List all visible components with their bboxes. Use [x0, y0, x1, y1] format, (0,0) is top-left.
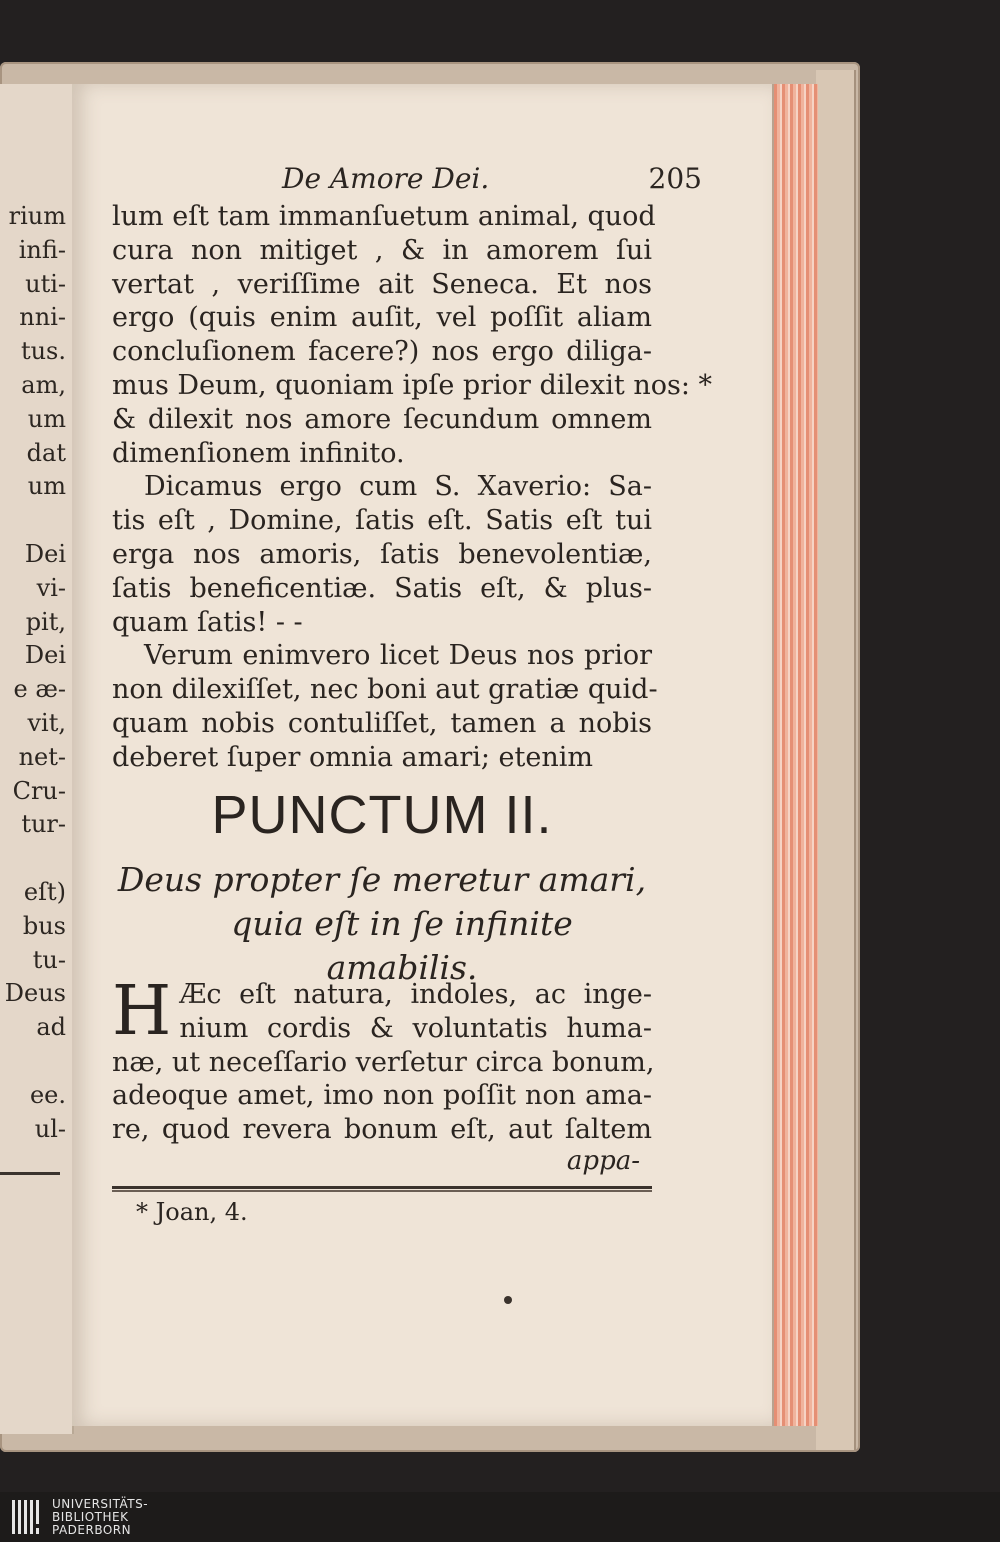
left-page-text: tur-: [21, 810, 66, 839]
body-line: & dilexit nos amore ſecundum omnem: [112, 403, 652, 435]
section-subheading: [112, 858, 652, 990]
book-page: [72, 84, 772, 1426]
left-page-text: um: [27, 472, 66, 501]
footnote-rule-thin: [112, 1190, 652, 1192]
para2-line: næ, ut neceſſario verſetur circa bonum,: [112, 1046, 655, 1078]
logo-line-1: UNIVERSITÄTS-: [52, 1497, 149, 1511]
left-page-text: bus: [22, 911, 66, 940]
body-line: non dilexiſſet, nec boni aut gratiæ quid-: [112, 674, 658, 706]
body-line: cura non mitiget , & in amorem ſui: [112, 234, 652, 266]
running-head: [282, 162, 702, 202]
footnote: * Joan, 4.: [136, 1198, 248, 1226]
body-line: ergo (quis enim auſit, vel poſſit aliam: [112, 302, 652, 334]
left-page-text: eſt): [23, 878, 66, 906]
body-line: ſatis beneficentiæ. Satis eſt, & plus-: [112, 572, 652, 604]
left-page-text: tu-: [32, 945, 66, 974]
left-page-text: rium: [8, 202, 66, 230]
body-line: dimenſionem infinito.: [112, 437, 405, 469]
para2-line: nium cordis & voluntatis huma-: [179, 1012, 652, 1044]
catchword: appa-: [566, 1146, 640, 1176]
body-line: Verum enimvero licet Deus nos prior: [144, 640, 652, 672]
left-page-text: infi-: [18, 235, 66, 264]
left-page-text: Deus: [4, 979, 66, 1008]
running-head-title: De Amore Dei.: [282, 162, 490, 195]
subheading-line-2: quia eſt in ſe infinite amabilis.: [231, 904, 573, 987]
library-logo-icon: [12, 1500, 42, 1534]
body-line: quam nobis contuliſſet, tamen a nobis: [112, 707, 652, 739]
body-line: Dicamus ergo cum S. Xaverio: Sa-: [144, 471, 652, 503]
body-line: mus Deum, quoniam ipſe prior dilexit nos: *: [112, 369, 712, 401]
para2-line: re, quod revera bonum eſt, aut ſaltem: [112, 1114, 652, 1146]
left-page-text: ul-: [34, 1114, 66, 1143]
para2-line: Æc eſt natura, indoles, ac inge-: [179, 979, 652, 1010]
library-logo-text: [52, 1498, 148, 1537]
left-page-text: Cru-: [12, 776, 66, 805]
body-line: deberet ſuper omnia amari; etenim: [112, 741, 593, 773]
left-page-fragment: [0, 84, 74, 1434]
left-page-text: pit,: [25, 607, 66, 636]
body-line: lum eſt tam immanſuetum animal, quod: [112, 201, 656, 232]
left-page-text: e æ-: [13, 675, 66, 704]
left-page-text: ee.: [29, 1080, 66, 1109]
left-page-text: ad: [36, 1013, 66, 1042]
page-number: 205: [648, 162, 702, 195]
body-line: vertat , veriſſime ait Seneca. Et nos: [112, 268, 652, 300]
body-text: [112, 200, 712, 775]
paragraph-2: [112, 972, 655, 1147]
library-logo-bar: [0, 1492, 1000, 1542]
book-cover-edge: [816, 70, 856, 1450]
left-page-text: nni-: [19, 303, 66, 332]
left-page-text: dat: [26, 438, 66, 467]
ink-dot: [504, 1296, 512, 1304]
section-heading: PUNCTUM II.: [211, 785, 553, 845]
left-page-text: Dei: [24, 641, 66, 670]
subheading-line-1: Deus propter ſe meretur amari,: [117, 860, 647, 899]
red-page-edges: [772, 84, 818, 1426]
left-page-text: um: [27, 404, 66, 433]
left-page-text: net-: [18, 742, 66, 771]
logo-line-2: BIBLIOTHEK: [52, 1510, 129, 1524]
body-line: concluſionem facere?) nos ergo diliga-: [112, 336, 652, 368]
left-page-rule: [0, 1172, 60, 1175]
left-page-text: vit,: [27, 709, 66, 737]
left-page-text: uti-: [25, 269, 66, 298]
left-page-text: am,: [21, 371, 66, 399]
body-line: erga nos amoris, ſatis benevolentiæ,: [112, 538, 652, 570]
footnote-rule: [112, 1186, 652, 1189]
drop-cap: H: [112, 972, 172, 1051]
body-line: tis eſt , Domine, ſatis eſt. Satis eſt tui: [112, 505, 652, 537]
body-line: quam ſatis! - -: [112, 606, 303, 638]
para2-line: adeoque amet, imo non poſſit non ama-: [112, 1080, 652, 1112]
left-page-text: tus.: [20, 337, 66, 366]
left-page-text: vi-: [36, 573, 66, 602]
logo-line-3: PADERBORN: [52, 1523, 132, 1537]
left-page-text: Dei: [24, 540, 66, 568]
